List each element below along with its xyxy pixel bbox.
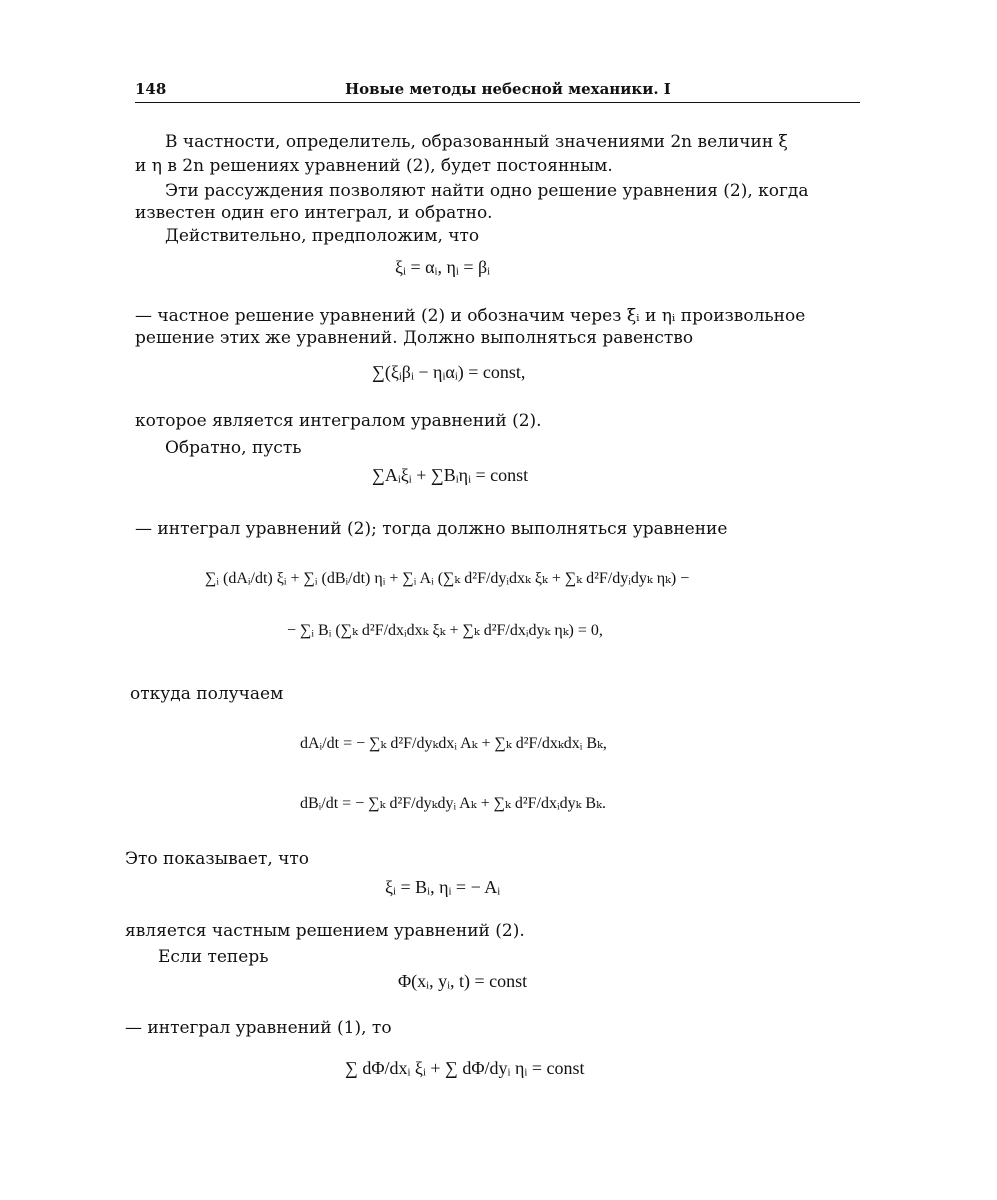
equation-eq6: ξᵢ = Bᵢ, ηᵢ = − Aᵢ: [385, 877, 501, 897]
paragraph-line: — частное решение уравнений (2) и обозначим через ξᵢ и ηᵢ произвольное: [135, 306, 806, 326]
equation-eq1: ξᵢ = αᵢ, ηᵢ = βᵢ: [395, 257, 491, 277]
equation-eq5a: dAᵢ/dt = − ∑ₖ d²F/dyₖdxᵢ Aₖ + ∑ₖ d²F/dxₖdxᵢ Bₖ,: [300, 735, 607, 752]
running-title: Новые методы небесной механики. I: [345, 80, 671, 98]
equation-eq4b: − ∑ᵢ Bᵢ (∑ₖ d²F/dxᵢdxₖ ξₖ + ∑ₖ d²F/dxᵢdyₖ ηₖ) = 0,: [287, 622, 603, 639]
paragraph-line: откуда получаем: [130, 684, 284, 704]
paragraph-line: — интеграл уравнений (2); тогда должно выполняться уравнение: [135, 519, 728, 539]
paragraph-line: Если теперь: [158, 947, 269, 967]
equation-eq4a: ∑ᵢ (dAᵢ/dt) ξᵢ + ∑ᵢ (dBᵢ/dt) ηᵢ + ∑ᵢ Aᵢ (∑ₖ d²F/dyᵢdxₖ ξₖ + ∑ₖ d²F/dyᵢdyₖ ηₖ) −: [205, 570, 690, 587]
paragraph-line: Эти рассуждения позволяют найти одно решение уравнения (2), когда: [165, 181, 809, 201]
equation-eq2: ∑(ξᵢβᵢ − ηᵢαᵢ) = const,: [372, 362, 526, 382]
paragraph-line: Это показывает, что: [125, 849, 310, 869]
paragraph-line: — интеграл уравнений (1), то: [125, 1018, 392, 1038]
paragraph-line: решение этих же уравнений. Должно выполняться равенство: [135, 328, 694, 348]
equation-eq8: ∑ dΦ/dxᵢ ξᵢ + ∑ dΦ/dyᵢ ηᵢ = const: [345, 1058, 585, 1078]
paragraph-line: и η в 2n решениях уравнений (2), будет постоянным.: [135, 156, 613, 176]
paragraph-line: Обратно, пусть: [165, 438, 302, 458]
page-number: 148: [135, 80, 167, 98]
equation-eq5b: dBᵢ/dt = − ∑ₖ d²F/dyₖdyᵢ Aₖ + ∑ₖ d²F/dxᵢdyₖ Bₖ.: [300, 795, 606, 812]
equation-eq3: ∑Aᵢξᵢ + ∑Bᵢηᵢ = const: [372, 465, 529, 485]
running-header: [135, 80, 860, 103]
paragraph-line: В частности, определитель, образованный значениями 2n величин ξ: [165, 132, 788, 152]
paragraph-line: которое является интегралом уравнений (2).: [135, 411, 542, 431]
equation-eq7: Φ(xᵢ, yᵢ, t) = const: [398, 971, 528, 991]
paragraph-line: является частным решением уравнений (2).: [125, 921, 525, 941]
paragraph-line: Действительно, предположим, что: [165, 226, 480, 246]
paragraph-line: известен один его интеграл, и обратно.: [135, 203, 493, 223]
